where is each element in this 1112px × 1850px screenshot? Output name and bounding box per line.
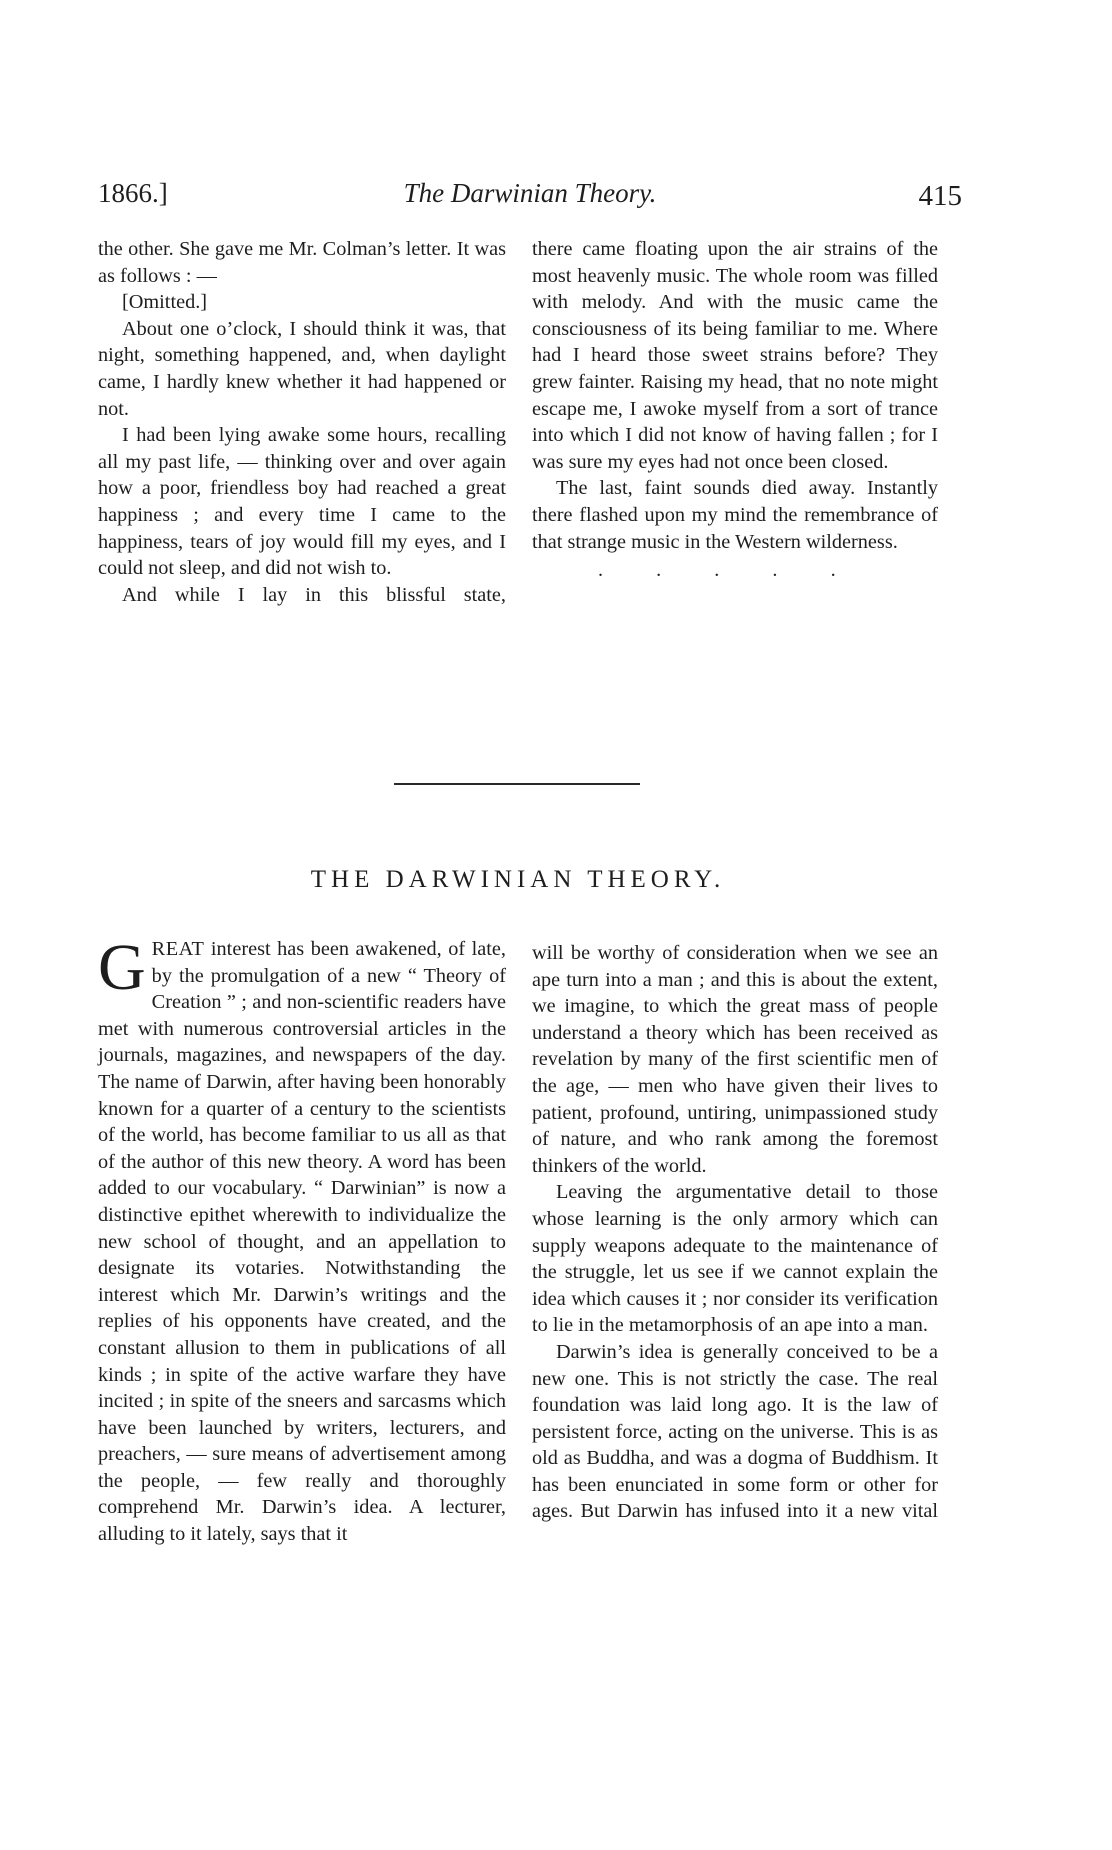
article-paragraph: Leaving the argumentative detail to those whose learning is the only armory which can supply weapons adequate to the maintenance of the struggle, let us see if we cannot explain the idea which causes it ; nor consider its verification to lie in the metamorphosis of an ape into a man.: [532, 1181, 938, 1337]
article-paragraph: will be worthy of consideration when we see an ape turn into a man ; and this is about the extent, we imagine, to which the great mass of people understand a theory which has been received as revelation by many of the first scientific men of the age, — men who have given their lives to patient, profound, untiring, unimpassioned study of nature, and who rank among the foremost thinkers of the world.: [532, 942, 938, 1177]
article-paragraph: Darwin’s idea is generally conceived to be a new one. This is not strictly the case. The real foundation was laid long ago. It is the law of persistent force, acting on the universe. This is as old as Buddha, and was a dogma of Buddhism. It has been enunciated in some form or other for ages. But Darwin has infused into it a new vital: [532, 1340, 938, 1523]
ellipsis-dots: . . . . .: [598, 559, 860, 582]
drop-cap: G: [98, 931, 146, 1004]
story-column-right: [532, 236, 938, 584]
story-paragraph: the other. She gave me Mr. Colman’s letter. It was as follows : —: [98, 238, 506, 287]
running-header: [98, 178, 962, 218]
story-paragraph: [Omitted.]: [122, 291, 208, 314]
article-column-left: [98, 931, 506, 1548]
article-column-right: [532, 940, 938, 1525]
article-title: THE DARWINIAN THEORY.: [310, 866, 726, 893]
story-paragraph: And while I lay in this blissful state,: [122, 583, 506, 606]
story-paragraph: The last, faint sounds died away. Instantly there flashed upon my mind the remembrance of that strange music in the Western wilderness.: [532, 477, 938, 553]
story-paragraph: About one o’clock, I should think it was, that night, something happened, and, when daylight came, I hardly knew whether it had happened or not.: [98, 317, 506, 420]
story-column-left: [98, 236, 506, 608]
section-divider: [394, 783, 640, 785]
page-number: 415: [918, 180, 962, 212]
story-paragraph: I had been lying awake some hours, recalling all my past life, — thinking over and over again how a poor, friendless boy had reached a great happiness ; and every time I came to the happiness, tears of joy would fill my eyes, and I could not sleep, and did not wish to.: [98, 424, 506, 580]
header-year: 1866.]: [98, 178, 168, 208]
article-text: interest has been awakened, of late, by the promulgation of a new “ Theory of Creation ” ; and non-scientific readers have met with numerous controversial articles in the journals, magazines, and newspapers of the day. The name of Darwin, after having been honorably known for a quarter of a century to the scientists of the world, has become familiar to us all as that of the author of this new theory. A word has been added to our vocabulary. “ Darwinian” is now a distinctive epithet wherewith to individualize the new school of thought, and an appellation to designate its votaries. Notwithstanding the interest which Mr. Darwin’s writings and the replies of his opponents have created, and the constant allusion to them in publications of all kinds ; in spite of the active warfare they have incited ; in spite of the sneers and sarcasms which have been launched by writers, lecturers, and preachers, — sure means of advertisement among the people, — few really and thoroughly comprehend Mr. Darwin’s idea. A lecturer, alluding to it lately, says that it: [98, 938, 506, 1546]
story-paragraph: there came floating upon the air strains of the most heavenly music. The whole room was filled with melody. And with the music came the consciousness of its being familiar to me. Where had I heard those sweet strains before? They grew fainter. Raising my head, that no note might escape me, I awoke myself from a sort of trance into which I did not know of having fallen ; for I was sure my eyes had not once been closed.: [532, 238, 938, 473]
opening-caps: REAT: [151, 938, 205, 960]
header-title: The Darwinian Theory.: [403, 178, 657, 208]
article-paragraph: [98, 931, 506, 1548]
